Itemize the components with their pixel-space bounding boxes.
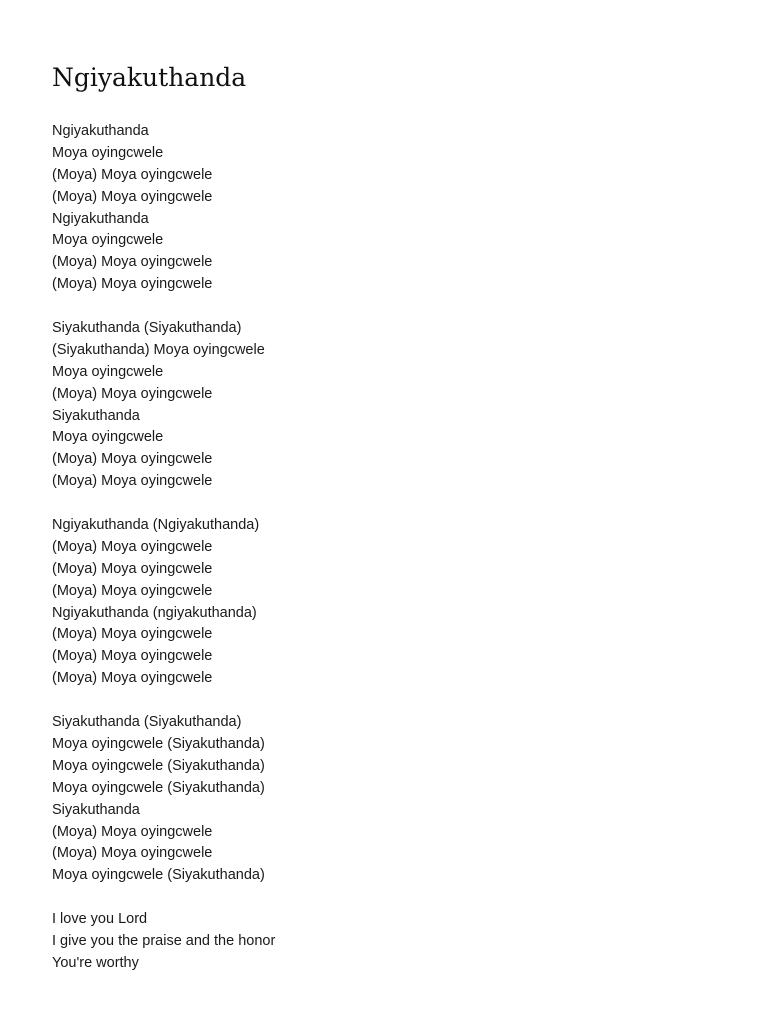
lyric-line: (Moya) Moya oyingcwele <box>52 473 213 490</box>
lyric-line: (Moya) Moya oyingcwele <box>52 254 213 271</box>
lyric-line: Moya oyingcwele <box>52 429 164 446</box>
lyric-line: Siyakuthanda <box>52 407 140 424</box>
lyric-line: (Moya) Moya oyingcwele <box>52 276 213 293</box>
lyric-line: (Moya) Moya oyingcwele <box>52 845 213 862</box>
lyric-line: Siyakuthanda <box>52 801 140 818</box>
lyric-line: Ngiyakuthanda <box>52 210 149 227</box>
lyric-line: Ngiyakuthanda <box>52 123 149 139</box>
lyric-line: (Moya) Moya oyingcwele <box>52 385 213 402</box>
lyric-line: Moya oyingcwele (Siyakuthanda) <box>52 757 265 774</box>
lyric-line: Moya oyingcwele (Siyakuthanda) <box>52 779 265 796</box>
lyric-line: (Siyakuthanda) Moya oyingcwele <box>52 341 265 358</box>
lyric-line: Moya oyingcwele <box>52 144 164 161</box>
lyric-line: Moya oyingcwele <box>52 363 164 380</box>
lyric-line: Moya oyingcwele (Siyakuthanda) <box>52 735 265 752</box>
stanza-2 <box>52 318 275 493</box>
lyric-line: I give you the praise and the honor <box>52 932 276 949</box>
lyric-line: Siyakuthanda (Siyakuthanda) <box>52 714 242 731</box>
lyric-line: (Moya) Moya oyingcwele <box>52 582 213 599</box>
stanza-5 <box>52 909 275 975</box>
lyric-line: (Moya) Moya oyingcwele <box>52 648 213 665</box>
lyric-line: You're worthy <box>52 954 139 971</box>
lyric-line: Ngiyakuthanda (ngiyakuthanda) <box>52 604 257 621</box>
lyric-line: Ngiyakuthanda (Ngiyakuthanda) <box>52 517 260 534</box>
lyric-line: (Moya) Moya oyingcwele <box>52 560 213 577</box>
lyric-line: I love you Lord <box>52 911 148 928</box>
lyrics-body <box>52 121 275 997</box>
stanza-3 <box>52 515 275 690</box>
lyric-line: (Moya) Moya oyingcwele <box>52 823 213 840</box>
lyric-line: (Moya) Moya oyingcwele <box>52 166 213 183</box>
page-title: Ngiyakuthanda <box>52 63 247 92</box>
stanza-1 <box>52 121 275 296</box>
lyric-line: (Moya) Moya oyingcwele <box>52 538 213 555</box>
lyric-line: (Moya) Moya oyingcwele <box>52 188 213 205</box>
lyric-line: Moya oyingcwele <box>52 232 164 249</box>
lyric-line: Siyakuthanda (Siyakuthanda) <box>52 320 242 337</box>
stanza-4 <box>52 712 275 887</box>
lyric-line: Moya oyingcwele (Siyakuthanda) <box>52 867 265 884</box>
lyric-line: (Moya) Moya oyingcwele <box>52 670 213 687</box>
lyric-line: (Moya) Moya oyingcwele <box>52 451 213 468</box>
lyric-line: (Moya) Moya oyingcwele <box>52 626 213 643</box>
